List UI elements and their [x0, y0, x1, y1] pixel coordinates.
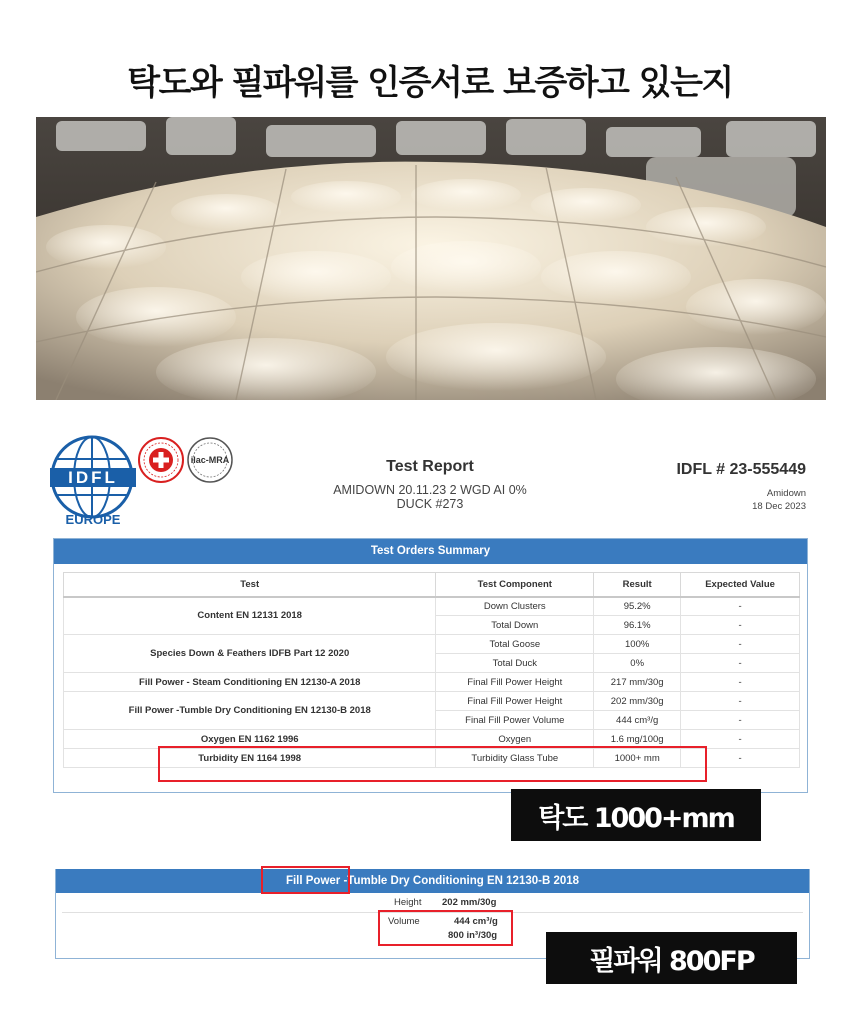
- test-result: 100%: [594, 635, 681, 654]
- fill-power-title: Fill Power -Tumble Dry Conditioning EN 12130-B 2018: [56, 869, 809, 893]
- table-row: [64, 673, 800, 692]
- height-label: Height: [394, 897, 422, 908]
- expected-value: -: [681, 749, 800, 768]
- expected-value: -: [681, 654, 800, 673]
- ilac-mra-seal: [185, 436, 235, 484]
- test-name: Fill Power -Tumble Dry Conditioning EN 12130-B 2018: [64, 692, 436, 730]
- test-result: 95.2%: [594, 597, 681, 616]
- height-value: 202 mm/30g: [442, 897, 497, 908]
- table-row: [64, 692, 800, 711]
- report-title: Test Report: [386, 458, 474, 475]
- column-header: Test: [64, 573, 436, 597]
- report-subtitle-line2: DUCK #273: [396, 497, 464, 511]
- test-component: Total Duck: [436, 654, 594, 673]
- test-name: Species Down & Feathers IDFB Part 12 2020: [64, 635, 436, 673]
- volume-value-imperial: 800 in³/30g: [448, 930, 498, 941]
- test-result: 217 mm/30g: [594, 673, 681, 692]
- test-component: Oxygen: [436, 730, 594, 749]
- test-name: Content EN 12131 2018: [64, 597, 436, 635]
- test-result: 0%: [594, 654, 681, 673]
- logo-region-label: EUROPE: [65, 512, 121, 527]
- volume-label: Volume: [388, 916, 420, 927]
- test-component: Total Goose: [436, 635, 594, 654]
- column-header: Test Component: [436, 573, 594, 597]
- report-client-block: [752, 487, 806, 513]
- test-result: 1.6 mg/100g: [594, 730, 681, 749]
- quilted-duvet-photo: [36, 117, 826, 400]
- report-number: IDFL # 23-555449: [676, 461, 806, 478]
- turbidity-highlight-box: [158, 746, 707, 782]
- test-name: Oxygen EN 1162 1996: [64, 730, 436, 749]
- svg-text:IDFL: IDFL: [68, 468, 118, 487]
- volume-highlight-box: [378, 910, 513, 946]
- expected-value: -: [681, 711, 800, 730]
- test-result: 1000+ mm: [594, 749, 681, 768]
- table-row: [64, 597, 800, 616]
- test-result: 444 cm³/g: [594, 711, 681, 730]
- volume-value-metric: 444 cm³/g: [454, 916, 498, 927]
- expected-value: -: [681, 616, 800, 635]
- column-header: Result: [594, 573, 681, 597]
- test-result: 96.1%: [594, 616, 681, 635]
- test-component: Final Fill Power Height: [436, 692, 594, 711]
- test-name: Turbidity EN 1164 1998: [64, 749, 436, 768]
- summary-table: [63, 572, 800, 768]
- test-component: Turbidity Glass Tube: [436, 749, 594, 768]
- expected-value: -: [681, 597, 800, 616]
- swiss-accreditation-seal: [137, 436, 185, 484]
- test-result: 202 mm/30g: [594, 692, 681, 711]
- test-component: Final Fill Power Volume: [436, 711, 594, 730]
- report-date: 18 Dec 2023: [752, 501, 806, 512]
- expected-value: -: [681, 730, 800, 749]
- page-headline: 탁도와 필파워를 인증서로 보증하고 있는지: [127, 63, 733, 103]
- test-name: Fill Power - Steam Conditioning EN 12130-A 2018: [64, 673, 436, 692]
- report-client: Amidown: [766, 488, 806, 499]
- table-header-row: [64, 573, 800, 597]
- turbidity-callout: 탁도 1000+mm: [511, 789, 761, 841]
- column-header: Expected Value: [681, 573, 800, 597]
- test-component: Final Fill Power Height: [436, 673, 594, 692]
- expected-value: -: [681, 673, 800, 692]
- expected-value: -: [681, 635, 800, 654]
- expected-value: -: [681, 692, 800, 711]
- report-subtitle: [300, 483, 560, 511]
- svg-text:ilac-MRA: ilac-MRA: [190, 455, 230, 465]
- report-header: [0, 430, 860, 530]
- duvet-photo: [36, 117, 826, 400]
- report-subtitle-line1: AMIDOWN 20.11.23 2 WGD AI 0%: [333, 483, 527, 497]
- summary-title: Test Orders Summary: [54, 539, 807, 564]
- fill-power-title-highlight-box: [261, 866, 350, 894]
- test-component: Total Down: [436, 616, 594, 635]
- test-component: Down Clusters: [436, 597, 594, 616]
- table-row: [64, 635, 800, 654]
- fill-power-callout: 필파워 800FP: [546, 932, 797, 984]
